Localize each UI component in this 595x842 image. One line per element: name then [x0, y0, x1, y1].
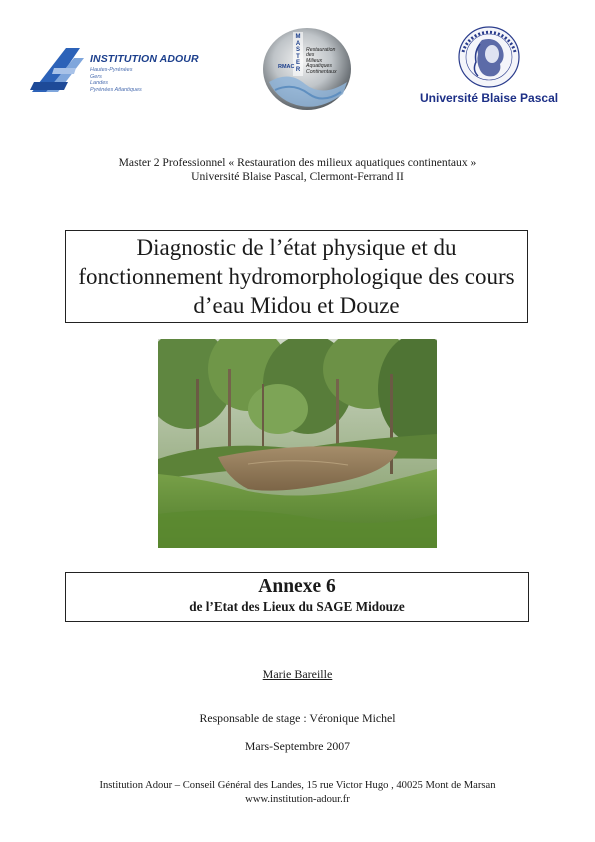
programme-line: Master 2 Professionnel « Restauration des milieux aquatiques continentaux »	[118, 156, 477, 169]
master-rmac-logo	[261, 26, 353, 112]
master-side-letters	[294, 34, 302, 74]
institution-adour-logo	[28, 40, 218, 100]
master-letter: E	[295, 60, 300, 67]
institution-adour-emblem-icon	[28, 40, 92, 100]
annex-box	[65, 572, 529, 622]
title-box	[65, 230, 528, 323]
master-text-line: Aquatiques	[306, 63, 332, 70]
footer	[0, 779, 595, 807]
region-label: Pyrénées Atlantiques	[90, 86, 142, 93]
master-text-line: Continentaux	[306, 68, 337, 75]
dates-line: Mars-Septembre 2007	[244, 739, 351, 753]
annex-subtitle: de l’Etat des Lieux du SAGE Midouze	[189, 599, 405, 614]
institution-adour-regions	[90, 67, 142, 93]
footer-address: Institution Adour – Conseil Général des Landes, 15 rue Victor Hugo , 40025 Mont de Marsan	[99, 780, 496, 791]
master-rmac-text	[306, 48, 337, 75]
master-text-line: des	[306, 52, 315, 59]
master-letter: A	[295, 40, 301, 47]
universite-name: Université Blaise Pascal	[420, 91, 559, 105]
master-letter: T	[296, 53, 300, 60]
programme-header	[40, 156, 555, 184]
document-title: Diagnostic de l’état physique et du fonctionnement hydromorphologique des cours d’eau Midou et Douze	[78, 235, 515, 318]
master-rmac-label: RMAC	[278, 64, 295, 70]
institution-adour-name: INSTITUTION ADOUR	[90, 53, 199, 65]
blaise-pascal-seal-icon	[418, 24, 560, 90]
river-photo	[158, 339, 437, 548]
master-letter: M	[295, 34, 301, 40]
region-label: Hautes-Pyrénées	[90, 67, 133, 73]
supervisor-line: Responsable de stage : Véronique Michel	[199, 711, 396, 725]
author-name: Marie Bareille	[262, 667, 333, 681]
author-line	[0, 667, 595, 682]
region-label: Landes	[90, 80, 109, 87]
master-letter: R	[295, 66, 301, 73]
master-text-line: Milieux	[306, 57, 323, 64]
annex-title: Annexe 6	[258, 576, 336, 597]
footer-website: www.institution-adour.fr	[245, 794, 350, 805]
master-text-line: Restauration	[306, 47, 336, 53]
region-label: Gers	[90, 73, 102, 80]
university-line: Université Blaise Pascal, Clermont-Ferrand II	[191, 170, 404, 183]
master-letter: S	[295, 47, 300, 54]
universite-blaise-pascal-logo	[418, 24, 560, 110]
